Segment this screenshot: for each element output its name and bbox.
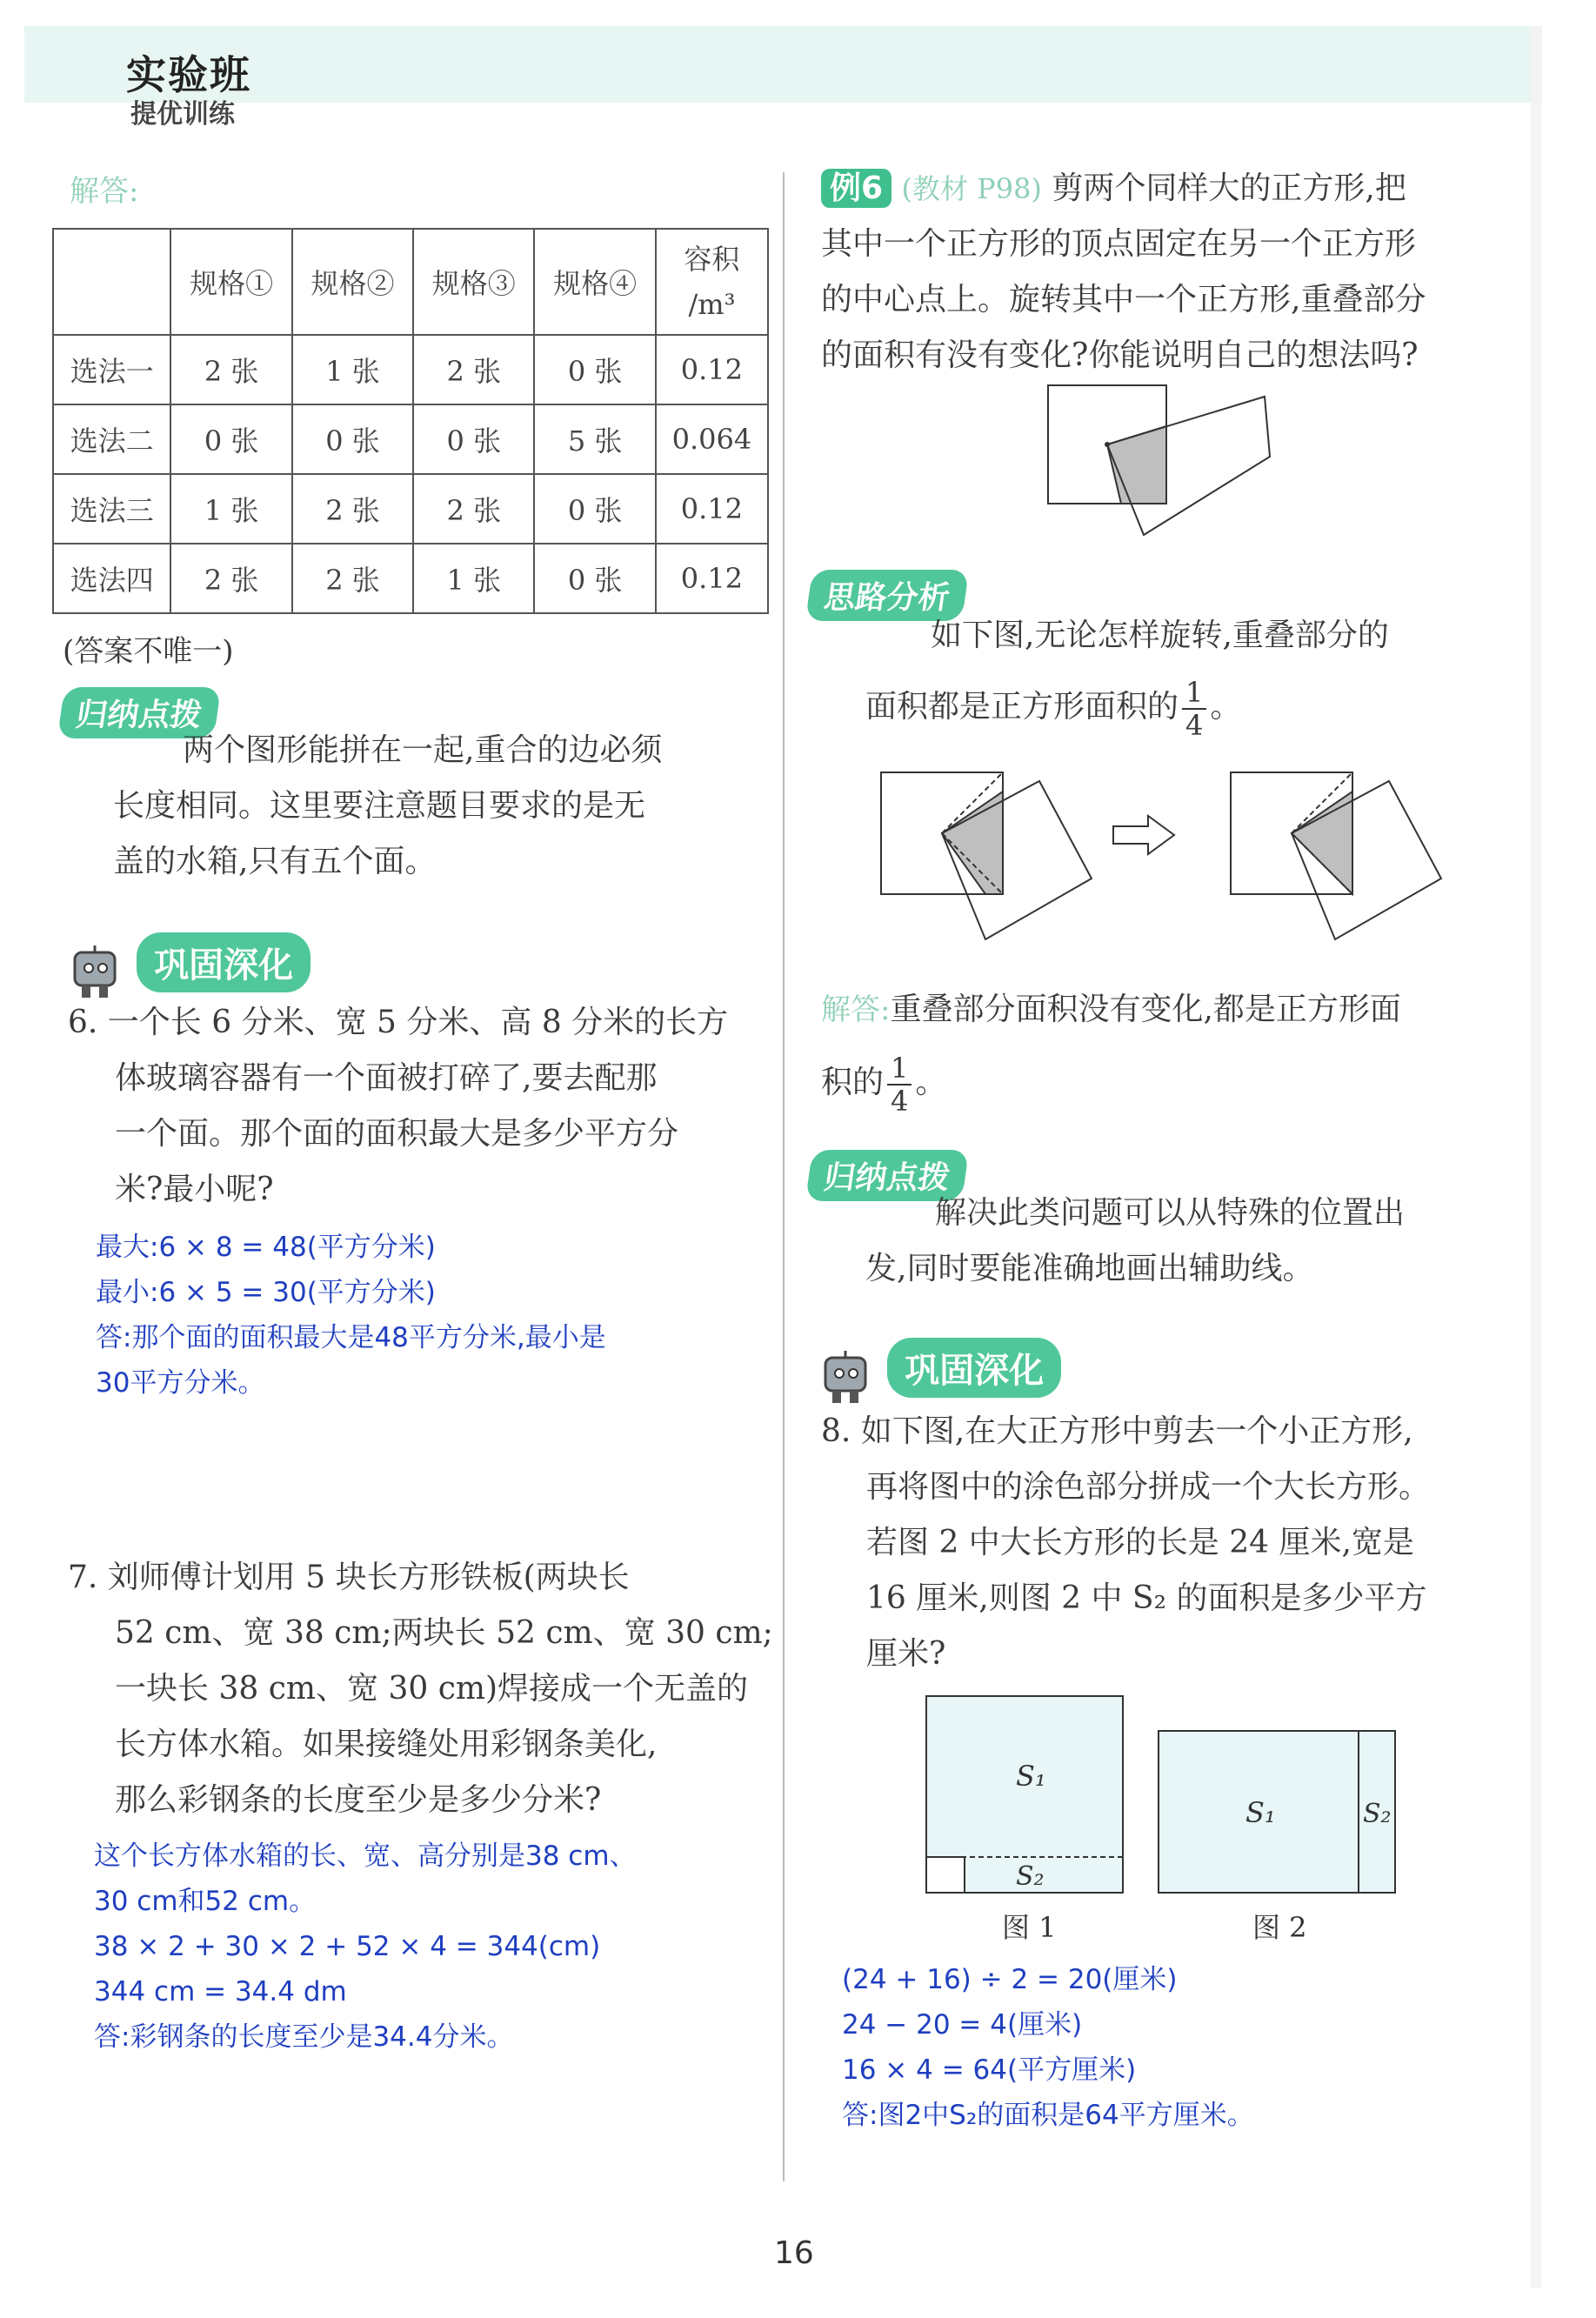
example-line: 的中心点上。旋转其中一个正方形,重叠部分 — [821, 282, 1426, 317]
table-cell: 1 张 — [413, 544, 534, 613]
fraction-denominator: 4 — [891, 1085, 909, 1118]
s1-label: S₁ — [1016, 1760, 1046, 1793]
table-cell: 1 张 — [292, 335, 413, 404]
table-row — [53, 335, 768, 404]
q8-answer: 16 × 4 = 64(平方厘米) — [842, 2054, 1137, 2086]
q7-line: 52 cm、宽 38 cm;两块长 52 cm、宽 30 cm; — [115, 1615, 773, 1651]
table-cell: 5 张 — [534, 404, 655, 474]
tip-line: 盖的水箱,只有五个面。 — [113, 844, 437, 879]
q8-line: 再将图中的涂色部分拼成一个大长方形。 — [866, 1469, 1431, 1505]
tip-line: 长度相同。这里要注意题目要求的是无 — [113, 788, 646, 824]
tip-line: 两个图形能拼在一起,重合的边必须 — [183, 732, 663, 768]
table-cell: 2 张 — [170, 544, 291, 613]
table-cell: 2 张 — [413, 335, 534, 404]
table-row — [53, 474, 768, 544]
table-cell: 0 张 — [534, 474, 655, 544]
brand-subtitle: 提优训练 — [130, 99, 235, 130]
rotation-analysis-figure — [874, 765, 1466, 948]
q7-line: 长方体水箱。如果接缝处用彩钢条美化, — [115, 1727, 658, 1762]
right-answer-line-2 — [821, 1052, 946, 1117]
table-header-cell: 规格① — [170, 229, 291, 335]
table-header-row — [53, 229, 768, 335]
fraction-numerator: 1 — [887, 1052, 912, 1086]
q8-line: 16 厘米,则图 2 中 S₂ 的面积是多少平方 — [866, 1580, 1427, 1616]
fraction-denominator: 4 — [1185, 709, 1204, 742]
answer-label: 解答: — [70, 174, 139, 209]
fraction-numerator: 1 — [1182, 677, 1206, 710]
period: 。 — [915, 1065, 947, 1100]
q8-figures — [922, 1692, 1409, 1953]
table-cell: 选法二 — [53, 404, 170, 474]
tip-line: 发,同时要能准确地画出辅助线。 — [865, 1251, 1314, 1286]
consolidate-badge: 巩固深化 — [887, 1338, 1061, 1398]
q6-line: 米?最小呢? — [115, 1172, 274, 1207]
q6-answer: 最大:6 × 8 = 48(平方分米) — [96, 1232, 436, 1263]
table-cell: 1 张 — [170, 474, 291, 544]
brand-title: 实验班 — [126, 51, 251, 98]
robot-icon — [813, 1349, 883, 1408]
table-cell: 0 张 — [292, 404, 413, 474]
consolidate-section — [63, 932, 311, 1003]
answer-note: (答案不唯一) — [63, 634, 234, 669]
analysis-badge: 思路分析 — [805, 570, 969, 621]
q6-line: 体玻璃容器有一个面被打碎了,要去配那 — [115, 1060, 658, 1096]
q8-answer: 答:图2中S₂的面积是64平方厘米。 — [842, 2100, 1254, 2131]
tip-badge: 归纳点拨 — [57, 687, 221, 738]
q8-answer: 24 − 20 = 4(厘米) — [842, 2009, 1083, 2041]
s2-label: S₂ — [1363, 1799, 1392, 1829]
table-cell: 2 张 — [170, 335, 291, 404]
q7-answer: 这个长方体水箱的长、宽、高分别是38 cm、 — [94, 1840, 637, 1872]
table-cell: 2 张 — [292, 474, 413, 544]
table-cell: 0 张 — [534, 335, 655, 404]
fraction-one-quarter — [887, 1052, 912, 1117]
table-header-cell: 规格④ — [534, 229, 655, 335]
q8-line: 8. 如下图,在大正方形中剪去一个小正方形, — [821, 1413, 1413, 1449]
page-edge — [1531, 26, 1541, 2288]
table-cell: 选法三 — [53, 474, 170, 544]
table-cell: 0.064 — [656, 404, 768, 474]
table-row — [53, 544, 768, 613]
q7-answer: 344 cm = 34.4 dm — [94, 1976, 347, 2007]
table-header-cell: 规格② — [292, 229, 413, 335]
table-header-cell: 规格③ — [413, 229, 534, 335]
volume-header: 容积 — [684, 243, 740, 276]
q7-answer: 38 × 2 + 30 × 2 + 52 × 4 = 344(cm) — [94, 1931, 601, 1962]
analysis-line: 如下图,无论怎样旋转,重叠部分的 — [931, 618, 1389, 653]
table-cell: 0.12 — [656, 544, 768, 613]
tip-badge: 归纳点拨 — [805, 1150, 969, 1201]
table-cell: 2 张 — [413, 474, 534, 544]
table-header-cell — [656, 229, 768, 335]
example-6-heading — [821, 162, 1406, 216]
q7-answer: 30 cm和52 cm。 — [94, 1886, 317, 1917]
example-line: 其中一个正方形的顶点固定在另一个正方形 — [821, 226, 1417, 262]
consolidate-badge: 巩固深化 — [137, 932, 311, 992]
example-line: 剪两个同样大的正方形,把 — [1052, 170, 1406, 206]
analysis-line: 面积都是正方形面积的 — [865, 689, 1179, 725]
s1-label: S₁ — [1245, 1796, 1276, 1829]
volume-unit: /m³ — [688, 288, 736, 321]
q8-line: 若图 2 中大长方形的长是 24 厘米,宽是 — [866, 1525, 1414, 1560]
table-row — [53, 404, 768, 474]
q6-line: 一个面。那个面的面积最大是多少平方分 — [115, 1116, 679, 1152]
period: 。 — [1210, 689, 1242, 725]
q7-line: 那么彩钢条的长度至少是多少分米? — [115, 1782, 602, 1818]
example-badge: 例6 — [821, 169, 891, 208]
q6-answer: 30平方分米。 — [96, 1367, 265, 1399]
q6-answer: 答:那个面的面积最大是48平方分米,最小是 — [96, 1322, 606, 1353]
right-answer-text: 重叠部分面积没有变化,都是正方形面 — [890, 992, 1401, 1027]
example-source: (教材 P98) — [901, 172, 1042, 205]
table-cell: 选法一 — [53, 335, 170, 404]
table-cell: 0 张 — [413, 404, 534, 474]
q6-answer: 最小:6 × 5 = 30(平方分米) — [96, 1277, 436, 1308]
header-band — [24, 26, 1542, 103]
tip-line: 解决此类问题可以从特殊的位置出 — [935, 1195, 1406, 1231]
q8-line: 厘米? — [866, 1636, 946, 1672]
q7-answer: 答:彩钢条的长度至少是34.4分米。 — [94, 2021, 514, 2053]
table-header-cell — [53, 229, 170, 335]
robot-icon — [63, 944, 132, 1003]
figure-2-label: 图 2 — [1252, 1911, 1307, 1944]
s2-label: S₂ — [1016, 1861, 1045, 1892]
right-answer-line-1 — [821, 983, 1401, 1037]
table-cell: 选法四 — [53, 544, 170, 613]
fraction-one-quarter — [1182, 677, 1206, 741]
q6-line: 6. 一个长 6 分米、宽 5 分米、高 8 分米的长方 — [68, 1005, 729, 1040]
table-cell: 0.12 — [656, 474, 768, 544]
analysis-line-2 — [865, 677, 1241, 741]
right-answer-text: 积的 — [821, 1065, 885, 1100]
q7-line: 7. 刘师傅计划用 5 块长方形铁板(两块长 — [68, 1560, 630, 1595]
column-divider — [783, 172, 785, 2181]
table-cell: 0.12 — [656, 335, 768, 404]
table-cell: 0 张 — [170, 404, 291, 474]
page-number: 16 — [774, 2235, 814, 2271]
q7-line: 一块长 38 cm、宽 30 cm)焊接成一个无盖的 — [115, 1671, 749, 1707]
spec-table — [52, 228, 769, 614]
answer-label: 解答: — [821, 992, 891, 1027]
consolidate-section-right — [813, 1338, 1061, 1408]
figure-1-label: 图 1 — [1002, 1911, 1057, 1944]
table-cell: 0 张 — [534, 544, 655, 613]
rotated-squares-figure — [1039, 378, 1283, 548]
table-cell: 2 张 — [292, 544, 413, 613]
example-line: 的面积有没有变化?你能说明自己的想法吗? — [821, 337, 1419, 373]
q8-answer: (24 + 16) ÷ 2 = 20(厘米) — [842, 1964, 1178, 1995]
